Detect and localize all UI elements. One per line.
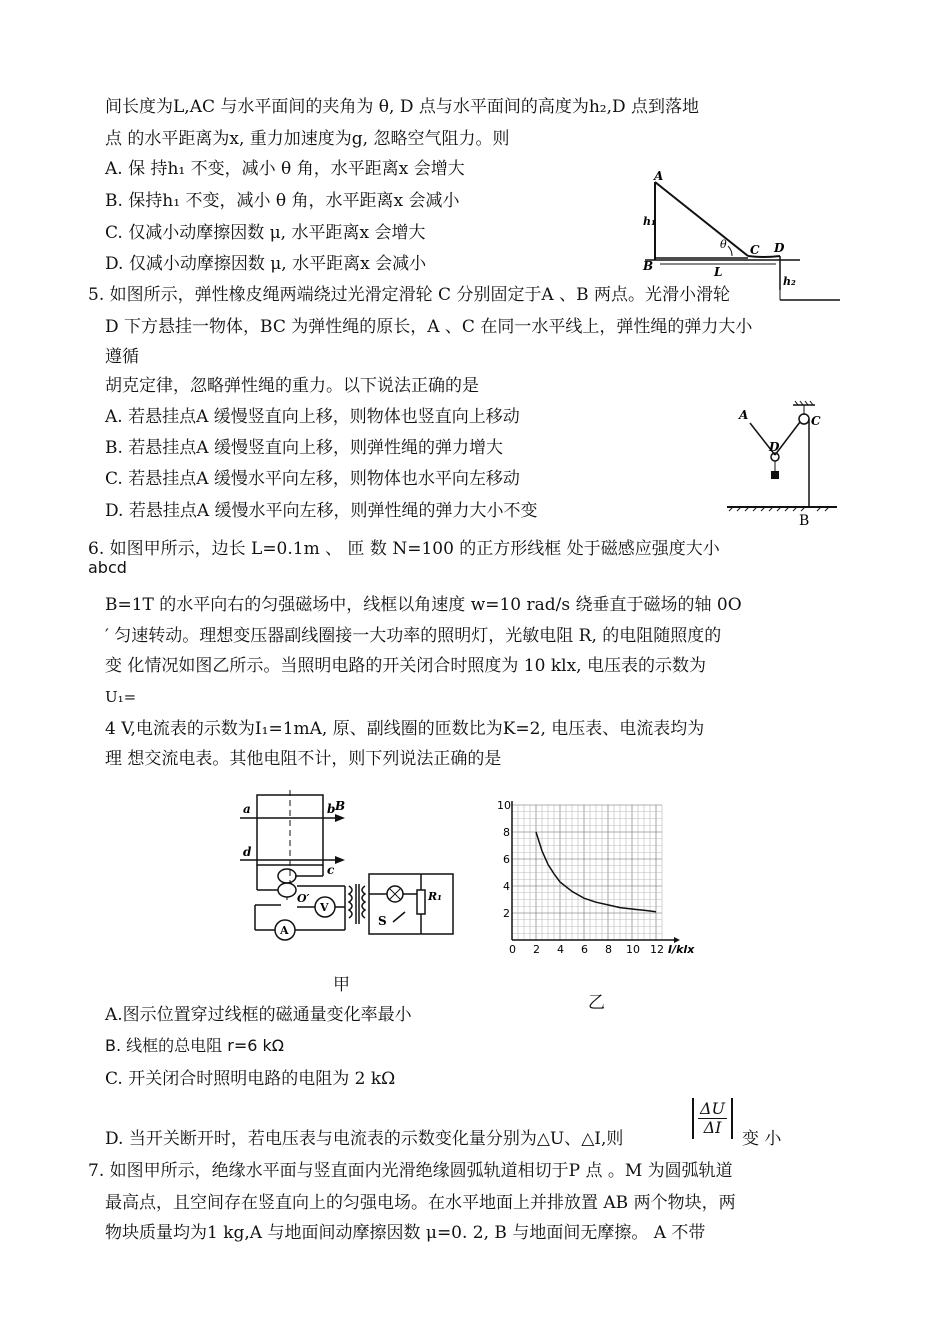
q6-fig1-label-r: R₁ [428, 890, 442, 903]
q6-line-1: 6. 如图甲所示，边长 L=0.1m 、 匝 数 N=100 的正方形线框 处于磁感应强度大小 [88, 539, 720, 559]
q5-option-a: A. 若悬挂点A 缓慢竖直向上移，则物体也竖直向上移动 [105, 407, 520, 427]
fraction-denominator: ΔI [703, 1118, 722, 1137]
q7-line-2: 最高点，且空间存在竖直向上的匀强电场。在水平地面上并排放置 AB 两个物块，两 [105, 1193, 736, 1213]
q5-fig-label-c: C [811, 414, 821, 428]
q6-figure-caption-jia: 甲 [333, 975, 350, 995]
y-tick-label: 2 [503, 907, 510, 920]
q6-option-c: C. 开关闭合时照明电路的电阻为 2 kΩ [105, 1069, 396, 1089]
q6-line-5: U₁= [105, 688, 137, 706]
q5-option-d: D. 若悬挂点A 缓慢水平向左移，则弹性绳的弹力大小不变 [105, 501, 538, 521]
q4-option-a: A. 保 持h₁ 不变，减小 θ 角，水平距离x 会增大 [105, 159, 465, 179]
q4-fig-label-d: D [774, 241, 785, 255]
q6-figure-caption-yi: 乙 [588, 993, 605, 1013]
q4-fig-label-theta: θ [720, 238, 727, 251]
q7-line-1: 7. 如图甲所示，绝缘水平面与竖直面内光滑绝缘圆弧轨道相切于P 点 。M 为圆弧轨道 [88, 1161, 733, 1181]
q6-coil-circuit-figure [235, 790, 465, 950]
q4-fig-label-a: A [654, 170, 664, 183]
x-tick-label: 0 [509, 943, 516, 955]
fraction-numerator: ΔU [700, 1099, 726, 1118]
q6-resistance-illuminance-chart [490, 795, 705, 955]
q6-fig1-label-a: a [243, 802, 251, 816]
q5-fig-label-a: A [739, 408, 749, 422]
q5-fig-label-b: B [799, 513, 810, 529]
q5-line-3: 遵循 [105, 347, 139, 367]
q4-option-b: B. 保持h₁ 不变，减小 θ 角，水平距离x 会减小 [105, 191, 460, 211]
voltmeter-icon: V [320, 901, 329, 914]
q4-fig-label-b: B [643, 259, 654, 273]
q6-line-4: 变 化情况如图乙所示。当照明电路的开关闭合时照度为 10 klx, 电压表的示数为 [105, 656, 706, 676]
q5-line-1: 5. 如图所示，弹性橡皮绳两端绕过光滑定滑轮 C 分别固定于A 、B 两点。光滑小滑轮 [88, 285, 731, 305]
x-tick-label: 2 [533, 943, 540, 955]
q4-option-d: D. 仅减小动摩擦因数 μ, 水平距离x 会减小 [105, 254, 427, 274]
q6-option-b: B. 线框的总电阻 r=6 kΩ [105, 1036, 284, 1055]
q6-fig1-label-d: d [243, 845, 252, 859]
x-tick-label: 12 [650, 943, 664, 955]
q6-option-d-fraction [692, 1098, 733, 1139]
q5-line-4: 胡克定律，忽略弹性绳的重力。以下说法正确的是 [105, 376, 479, 396]
q4-fig-label-h1: h₁ [643, 215, 656, 228]
q6-fig1-label-bb: b [327, 802, 336, 816]
y-tick-label: 8 [503, 826, 510, 839]
q6-fig1-label-o: O′ [297, 892, 310, 905]
q6-line-6: 4 V,电流表的示数为I₁=1mA, 原、副线圈的匝数比为K=2, 电压表、电流表均为 [105, 719, 705, 739]
x-tick-label: 6 [581, 943, 588, 955]
x-tick-label: 4 [557, 943, 564, 955]
q6-line-7: 理 想交流电表。其他电阻不计，则下列说法正确的是 [105, 749, 502, 769]
q6-option-a: A.图示位置穿过线框的磁通量变化率最小 [105, 1005, 412, 1025]
q6-fig1-label-b: B [335, 799, 346, 813]
q4-fig-label-l: L [714, 265, 723, 279]
q4-line-2: 点 的水平距离为x, 重力加速度为g, 忽略空气阻力。则 [105, 129, 510, 149]
x-axis-label: I/klx [668, 943, 695, 955]
ammeter-icon: A [280, 924, 289, 937]
x-tick-label: 8 [605, 943, 612, 955]
q4-line-1: 间长度为L,AC 与水平面间的夹角为 θ, D 点与水平面间的高度为h₂,D 点到落地 [105, 97, 700, 117]
q5-option-c: C. 若悬挂点A 缓慢水平向左移，则物体也水平向左移动 [105, 469, 520, 489]
y-tick-label: 10 [497, 799, 511, 812]
q5-pulley-figure [725, 395, 845, 530]
y-tick-label: 4 [503, 880, 510, 893]
q6-line-1-abcd: abcd [88, 558, 127, 577]
q6-line-3: ′ 匀速转动。理想变压器副线圈接一大功率的照明灯，光敏电阻 R, 的电阻随照度的 [105, 626, 722, 646]
q6-option-d-tail: 变 小 [742, 1129, 782, 1149]
q4-fig-label-c: C [750, 243, 760, 257]
q6-fig1-label-c: c [327, 863, 335, 877]
q7-line-3: 物块质量均为1 kg,A 与地面间动摩擦因数 μ=0. 2, B 与地面间无摩擦。 A 不带 [105, 1223, 706, 1243]
q4-fig-label-h2: h₂ [783, 275, 796, 288]
q4-option-c: C. 仅减小动摩擦因数 μ, 水平距离x 会增大 [105, 223, 426, 243]
q5-option-b: B. 若悬挂点A 缓慢竖直向上移，则弹性绳的弹力增大 [105, 438, 503, 458]
q5-fig-label-d: D [769, 440, 780, 454]
q6-option-d: D. 当开关断开时，若电压表与电流表的示数变化量分别为△U、△I,则 [105, 1129, 624, 1149]
q6-line-2: B=1T 的水平向右的匀强磁场中，线框以角速度 w=10 rad/s 绕垂直于磁场的轴 0O [105, 595, 742, 615]
q6-fig1-label-s: S [378, 914, 387, 928]
q5-line-2: D 下方悬挂一物体，BC 为弹性绳的原长，A 、C 在同一水平线上，弹性绳的弹力大小 [105, 317, 753, 337]
x-tick-label: 10 [626, 943, 640, 955]
y-tick-label: 6 [503, 853, 510, 866]
